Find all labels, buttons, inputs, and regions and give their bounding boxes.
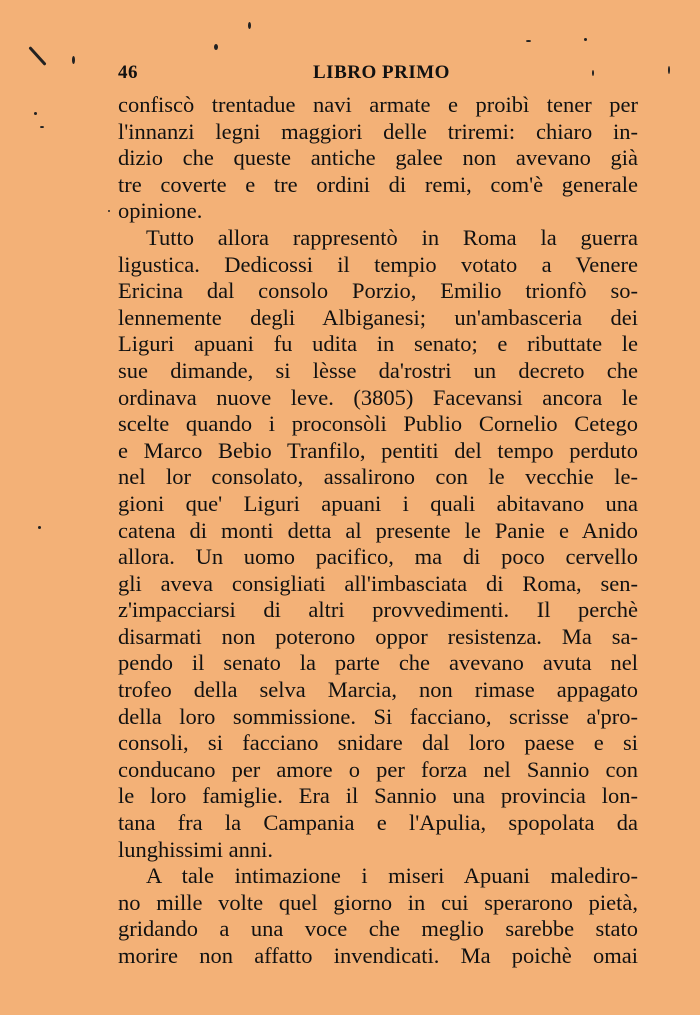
ink-speck bbox=[526, 40, 531, 42]
ink-speck bbox=[40, 126, 44, 128]
ink-speck bbox=[668, 66, 670, 74]
page-number: 46 bbox=[118, 62, 138, 83]
ink-speck bbox=[72, 56, 75, 64]
text-line: disarmati non poterono oppor resistenza. Ma sa- bbox=[118, 623, 638, 649]
text-line: nel lor consolato, assalirono con le vecchie le- bbox=[118, 464, 638, 490]
ink-speck bbox=[28, 46, 46, 66]
text-line: l'innanzi legni maggiori delle triremi: chiaro in- bbox=[118, 118, 638, 144]
text-line: lunghissimi anni. bbox=[118, 836, 274, 862]
text-line: sue dimande, si lèsse da'rostri un decreto che bbox=[118, 357, 638, 383]
running-title: LIBRO PRIMO bbox=[313, 62, 450, 83]
text-line: gioni que' Liguri apuani i quali abitavano una bbox=[118, 490, 638, 516]
text-line: A tale intimazione i miseri Apuani malediro- bbox=[146, 863, 638, 889]
text-line: scelte quando i proconsòli Publio Cornelio Cetego bbox=[118, 411, 638, 437]
text-line: le loro famiglie. Era il Sannio una provincia lon- bbox=[118, 783, 638, 809]
text-line: gridando a una voce che meglio sarebbe stato bbox=[118, 916, 638, 942]
text-line: z'impacciarsi di altri provvedimenti. Il perchè bbox=[118, 597, 638, 623]
text-line: confiscò trentadue navi armate e proibì tener per bbox=[118, 92, 638, 117]
ink-speck bbox=[214, 44, 218, 50]
text-line: morire non affatto invendicati. Ma poichè omai bbox=[118, 943, 638, 968]
text-line: ordinava nuove leve. (3805) Facevansi ancora le bbox=[118, 384, 638, 410]
ink-speck bbox=[108, 210, 110, 212]
text-line: Tutto allora rappresentò in Roma la guerra bbox=[146, 224, 638, 250]
text-line: trofeo della selva Marcia, non rimase appagato bbox=[118, 677, 638, 703]
text-line: dizio che queste antiche galee non avevano già bbox=[118, 145, 638, 171]
text-line: consoli, si facciano snidare dal loro paese e si bbox=[118, 730, 638, 756]
ink-speck bbox=[34, 112, 37, 115]
text-line: e Marco Bebio Tranfilo, pentiti del tempo perduto bbox=[118, 437, 638, 463]
text-line: opinione. bbox=[118, 198, 203, 224]
text-line: Ericina dal consolo Porzio, Emilio trionfò so- bbox=[118, 278, 638, 304]
text-line: della loro sommissione. Si facciano, scrisse a'pro- bbox=[118, 703, 638, 729]
text-line: tre coverte e tre ordini di remi, com'è generale bbox=[118, 171, 638, 197]
text-line: pendo il senato la parte che avevano avuta nel bbox=[118, 650, 638, 676]
ink-speck bbox=[248, 22, 251, 29]
text-line: no mille volte quel giorno in cui sperarono pietà, bbox=[118, 889, 638, 915]
text-line: conducano per amore o per forza nel Sannio con bbox=[118, 756, 638, 782]
text-line: ligustica. Dedicossi il tempio votato a Venere bbox=[118, 251, 638, 277]
text-line: tana fra la Campania e l'Apulia, spopolata da bbox=[118, 810, 638, 836]
ink-speck bbox=[584, 38, 587, 41]
body-text bbox=[118, 92, 638, 970]
text-line: gli aveva consigliati all'imbasciata di Roma, sen- bbox=[118, 570, 638, 596]
text-line: Liguri apuani fu udita in senato; e ributtate le bbox=[118, 331, 638, 357]
page-header bbox=[118, 62, 638, 88]
text-line: catena di monti detta al presente le Panie e Anido bbox=[118, 517, 638, 543]
ink-speck bbox=[592, 70, 594, 76]
text-line: allora. Un uomo pacifico, ma di poco cervello bbox=[118, 544, 638, 570]
ink-speck bbox=[38, 526, 41, 529]
text-line: lennemente degli Albiganesi; un'ambasceria dei bbox=[118, 304, 638, 330]
